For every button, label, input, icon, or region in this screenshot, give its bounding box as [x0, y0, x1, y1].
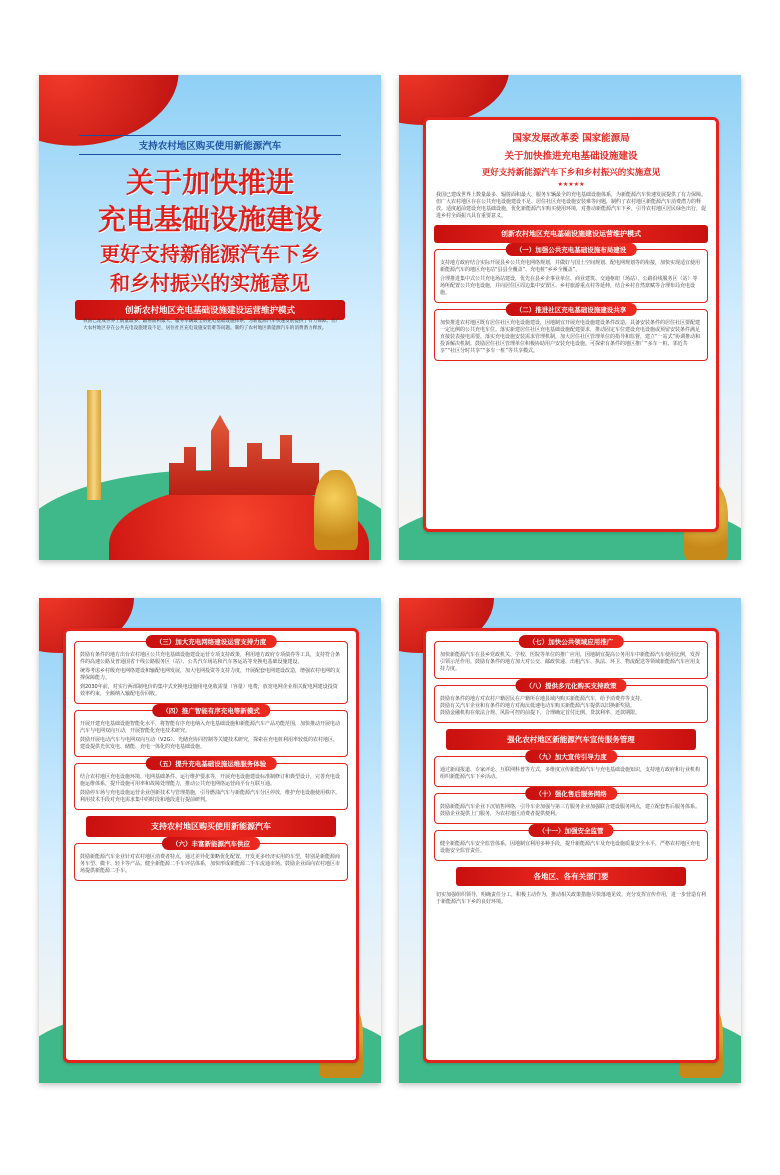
title-line-2: 更好支持新能源汽车下乡和乡村振兴的实施意见: [481, 168, 661, 178]
intro-paragraph: 我国已建成世界上数量最多、辐射面积最大、服务车辆最全的充电基础设施体系，为新能源汽车快速发展提供了有力保障。但广大农村地区存在公共充电设施建设不足、居住社区充电设施安装难等问题。制约了农村地区新能源汽车的消费潜力释放。: [83, 319, 341, 331]
top-banner: [79, 135, 341, 155]
subsection-5-p1: 结合农村地区充电设施环境、电网基础条件、运行维护要求等，开展充电设施建设标准制修订和典型设计，完善充电设施运维体系，提升设施可用率和故障处理能力，推动公共充电网络运营商平台互联互通。: [80, 774, 341, 787]
subsection-2-p1: 加快推进农村地区既有居住社区充电设施建设，因地制宜开展充电设施建设条件改造，具备安装条件的居住社区要配建一定比例的公共充电车位。落实新建居住社区充电基础设施配建要求，推动固定车位建设充电设施或预留安装条件满足直接装表接电需要。落实充电设施安装需求管理机制，加大居住社区管理单位的指导和监督，建立“一站式”协调推动和投诉解决机制。鼓励居住社区管理单位积极协助用户安装充电设施。可探索有条件的地区推广“多车一桩、邻近共享”“社区分时共享”“多车一桩”等共享模式。: [440, 320, 701, 354]
title-line-1: 关于加快推进: [125, 166, 294, 199]
subsection-10: [434, 790, 708, 824]
org-line: 国家发展改革委 国家能源局: [512, 133, 630, 144]
content-card: [423, 117, 719, 532]
subsection-3-p1: 鼓励有条件的地方出台农村地区公共充电基础设施建设运营专项支持政策，利用地方政府专项债券等工具，支持符合条件的高速公路及普通国省干线公路服务区（站）、公共汽车场站和汽车客运站等充换电基础设施建设。: [80, 652, 341, 665]
lion-statue: [314, 470, 358, 550]
poster-3: [39, 598, 381, 1083]
subsection-8-p2: 鼓励有关汽车企业和有条件的地方对淘汰低速电动车购买新能源汽车提供以旧换新奖励。: [440, 703, 636, 709]
subsection-5: [74, 760, 348, 810]
top-banner-text: 支持农村地区购买使用新能源汽车: [138, 141, 282, 152]
subsection-1-p1: 支持地方政府结合实际开展县乡公共充电网络规划，并做好与国土空间规划、配电网规划等的衔接，加快实现适宜使用新能源汽车的地区充电站“县县全覆盖”、充电桩“乡乡全覆盖”。: [440, 260, 701, 273]
subsection-4: [74, 707, 348, 757]
subsection-9-heading: （九）加大宣传引导力度: [525, 750, 617, 763]
subsection-4-heading: （四）推广智能有序充电等新模式: [152, 704, 270, 717]
city-skyline: [169, 415, 319, 495]
subsection-3-p3: 到2030年前，对实行两部制电价的集中式充换电设施用电免收需量（容量）电费，放宽电网企业相关配电网建设投资效率约束，全额纳入输配电价回收。: [80, 684, 338, 697]
content-card: [63, 628, 359, 1063]
title-line-4: 和乡村振兴的实施意见: [110, 271, 310, 295]
section-bar: 强化农村地区新能源汽车宣传服务管理: [446, 729, 696, 750]
subsection-5-heading: （五）提升充电基础设施运维服务体验: [146, 757, 277, 770]
subsection-1-heading: （一）加强公共充电基础设施布局建设: [506, 243, 637, 256]
subsection-1: [434, 246, 708, 303]
subsection-5-p2: 鼓励停车场与充电设施运营企业创新技术与管理措施，引导燃油汽车与新能源汽车分区停放，维护充电设施使用秩序。利用技术手段对充电需求集中的时段和地段进行提前研判。: [80, 790, 341, 803]
poster-4: [399, 598, 741, 1083]
subsection-7-p1: 加快新能源汽车在县乡党政机关、学校、医院等单位的推广应用，因地制宜提高公务用车中新能源汽车使用比例，发挥引领示范作用。鼓励有条件的地方加大对公交、邮政快递、出租汽车、执法、环卫、物流配送等领域新能源汽车应用支持力度。: [440, 652, 701, 672]
section-bar: 创新农村地区充电基础设施建设运营维护模式: [434, 225, 708, 243]
subsection-4-p2: 鼓励开展电动汽车与电网双向互动（V2G）、光储充协同控制等关键技术研究，探索在充电桩利用率较低的农村地区，建设提供光伏发电、储能、充电一体化的充电基础设施。: [80, 737, 338, 750]
subsection-11-p1: 健全新能源汽车安全监管体系，因地制宜利用多种手段，提升新能源汽车及充电设施质量安全水平，严格农村地区充电设施安全监管责任。: [440, 841, 701, 854]
subsection-8-p1: 鼓励有条件的地方对农村户籍居民在户籍所在地县域内购买新能源汽车，给予消费券等支持。: [440, 696, 646, 702]
title-line-3: 更好支持新能源汽车下乡: [100, 242, 320, 266]
subsection-3-heading: （三）加大充电网络建设运营支持力度: [146, 635, 277, 648]
subsection-2-heading: （二）推进社区充电基础设施建设共享: [506, 303, 637, 316]
subsection-1-p2: 合理推进集中式公共充电场站建设，优先在县乡企事业单位、商业建筑、交通枢纽（场站）、公路沿线服务区（站）等场所配置公共充电设施，并向居住区周边集中安置区、乡村旅游重点村等延伸，结合乡村自然禀赋等合理布局充电设施。: [440, 276, 698, 296]
title-line-1: 关于加快推进充电基础设施建设: [504, 151, 638, 162]
section-bar: 支持农村地区购买使用新能源汽车: [86, 816, 336, 837]
subsection-11-heading: （十一）加强安全监管: [529, 824, 614, 837]
subsection-11: [434, 827, 708, 861]
subsection-3-p2: 统筹考虑乡村级充电网络建设和输配电网发展，加大电网投资等支持力度，开展配套电网建设改造，增强农村电网的支撑保障能力。: [80, 668, 341, 681]
subsection-6: [74, 840, 348, 881]
subsection-4-p1: 开展开建充电基础设施智能化水平，将智能有序充电纳入充电基础设施和新能源汽车产品功能范围，加快推动开展电动汽车与电网双向互动，开展智能化充电技术研究。: [80, 721, 341, 734]
content-card: [423, 628, 719, 1063]
section-bar: 创新农村地区充电基础设施建设运营维护模式: [75, 300, 345, 320]
subsection-2: [434, 306, 708, 361]
subsection-7-heading: （七）加快公共领域应用推广: [519, 635, 624, 648]
poster-1: [39, 75, 381, 560]
closing-paragraph: 切实加强组织领导，明确责任分工，积极主动作为，推动相关政策措施尽快落地见效。充分发挥宣传作用，进一步营造有利于新能源汽车下乡的良好环境。: [436, 892, 707, 905]
subsection-9: [434, 753, 708, 787]
pillar: [87, 390, 101, 500]
poster-2: [399, 75, 741, 560]
intro-paragraph: 我国已建成世界上数量最多、辐射面积最大、服务车辆最全的充电基础设施体系，为新能源汽车快速发展提供了有力保障。但广大农村地区存在公共充电设施建设不足、居住社区充电设施安装难等问题，制约了农村地区新能源汽车消费潜力的释放。适度超前建设充电基础设施，优化新能源汽车购买使用环境，对推动新能源汽车下乡，引导农村地区居民绿色出行，促进乡村全面振兴具有重要意义。: [436, 192, 707, 219]
subsection-10-p1: 鼓励新能源汽车企业下沉销售网络，引导车企加强与第三方服务企业加强联合建设服务网点，建立配套售后服务体系。鼓励企业提供上门服务，为农村地区消费者提供便利。: [440, 804, 701, 817]
subsection-9-p1: 通过新闻报道、专家评论、互联网科普等方式，多维度宣传新能源汽车与充电基础设施知识，支持地方政府和行业机构组织新能源汽车下乡活动。: [440, 767, 701, 780]
subsection-8: [434, 682, 708, 723]
subsection-3: [74, 638, 348, 704]
stars: ★★★★★: [557, 181, 585, 188]
subsection-8-p3: 鼓励金融机构在依法合规、风险可控的前提下，合理确定首付比例、贷款利率、还款期限。: [440, 710, 641, 716]
subsection-6-heading: （六）丰富新能源汽车供应: [162, 837, 260, 850]
subsection-6-p1: 鼓励新能源汽车企业针对农村地区消费者特点，通过差异化策略优化配置，开发更多经济实用的车型，特别是新能源商务车型、微卡、轻卡等产品。健全新能源二手车评估体系，加快形成新能源二手车流通市场。鼓励企业面向农村地区市场提供新能源二手车。: [80, 854, 341, 874]
subsection-7: [434, 638, 708, 679]
section-bar-2: 各地区、各有关部门要: [456, 867, 686, 886]
subsection-10-heading: （十）强化售后服务网络: [525, 787, 617, 800]
subsection-8-heading: （八）提供多元化购买支持政策: [516, 679, 627, 692]
title-line-2: 充电基础设施建设: [97, 203, 322, 236]
